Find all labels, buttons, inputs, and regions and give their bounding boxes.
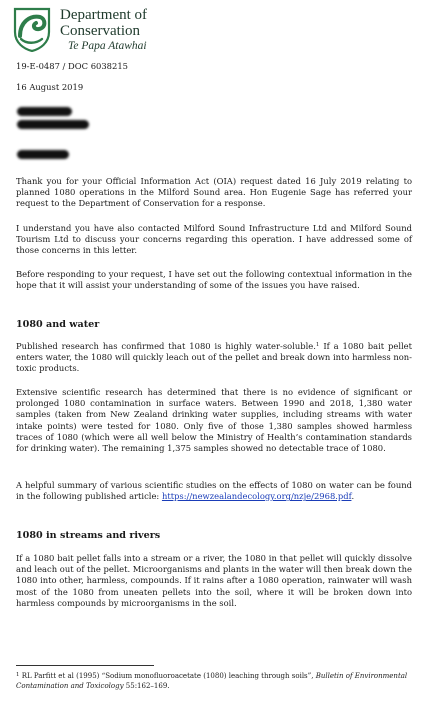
paragraph-research: Extensive scientific research has determined that there is no evidence of significant or prolonged 1080 contamination in surface waters. Between 1990 and 2018, 1,380 water samples (taken from New Zealand drinking water supplies, including streams with water intake points) were tested for 1080. Only five of those 1,380 samples showed harmless traces of 1080 (which were all well below the Ministry of Health’s contamination standards for drinking water). The remaining 1,375 samples showed no detectable trace of 1080. [16, 387, 412, 454]
paragraph-streams: If a 1080 bait pellet falls into a stream or a river, the 1080 in that pellet will quickly dissolve and leach out of the pellet. Microorganisms and plants in the water will then break down the 1080 into other, harmless, compounds. If it rains after a 1080 operation, rainwater will wash most of the 1080 from uneaten pellets into the soil, where it will be broken down into harmless compounds by microorganisms in the soil. [16, 553, 412, 608]
footnote [16, 671, 412, 691]
footnote-text: RL Parfitt et al (1995) “Sodium monofluoroacetate (1080) leaching through soils”, [19, 672, 316, 680]
org-name-line2: Conservation [60, 23, 140, 39]
letter-date: 16 August 2019 [16, 82, 84, 92]
paragraph-contacts: I understand you have also contacted Milford Sound Infrastructure Ltd and Milford Sound Tourism Ltd to discuss your concerns regarding this operation. I have addressed some of those concerns in this letter. [16, 223, 412, 256]
org-maori-name: Te Papa Atawhai [68, 40, 147, 52]
paragraph-intro: Thank you for your Official Information Act (OIA) request dated 16 July 2019 relating to planned 1080 operations in the Milford Sound area. Hon Eugenie Sage has referred your request to the Department of Conservation for a response. [16, 176, 412, 209]
paragraph-water-soluble [16, 341, 412, 375]
redacted-salutation [17, 150, 69, 159]
link-tail: . [351, 491, 355, 502]
koru-logo-icon [12, 6, 52, 52]
footnote-ref: 1 [315, 342, 320, 348]
org-name-line1: Department of [60, 7, 148, 23]
article-link[interactable]: https://newzealandecology.org/nzje/2968.pdf [161, 491, 352, 502]
paragraph-summary [16, 480, 412, 502]
section-heading-streams-rivers: 1080 in streams and rivers [16, 530, 161, 541]
reference-number: 19-E-0487 / DOC 6038215 [16, 61, 128, 71]
water-soluble-text: Published research has confirmed that 1080 is highly water-soluble. [16, 341, 316, 351]
footnote-tail: 55:162–169. [123, 682, 170, 690]
footnote-journal: Bulletin of Environmental Contamination and Toxicology [16, 672, 408, 690]
doc-logo [12, 6, 182, 58]
paragraph-context: Before responding to your request, I have set out the following contextual information in the hope that it will assist your understanding of some of the issues you have raised. [16, 269, 412, 291]
org-name [60, 8, 147, 53]
redacted-name [17, 107, 72, 116]
redacted-address [17, 120, 89, 129]
footnote-number: 1 [16, 672, 20, 678]
footnote-divider [16, 665, 154, 666]
section-heading-1080-water: 1080 and water [16, 319, 100, 330]
summary-text: A helpful summary of various scientific studies on the effects of 1080 on water can be found in the following published article: [16, 480, 412, 502]
water-soluble-rest: If a 1080 bait pellet enters water, the 1080 will quickly leach out of the pellet and break down into harmless non-toxic products. [16, 341, 413, 374]
